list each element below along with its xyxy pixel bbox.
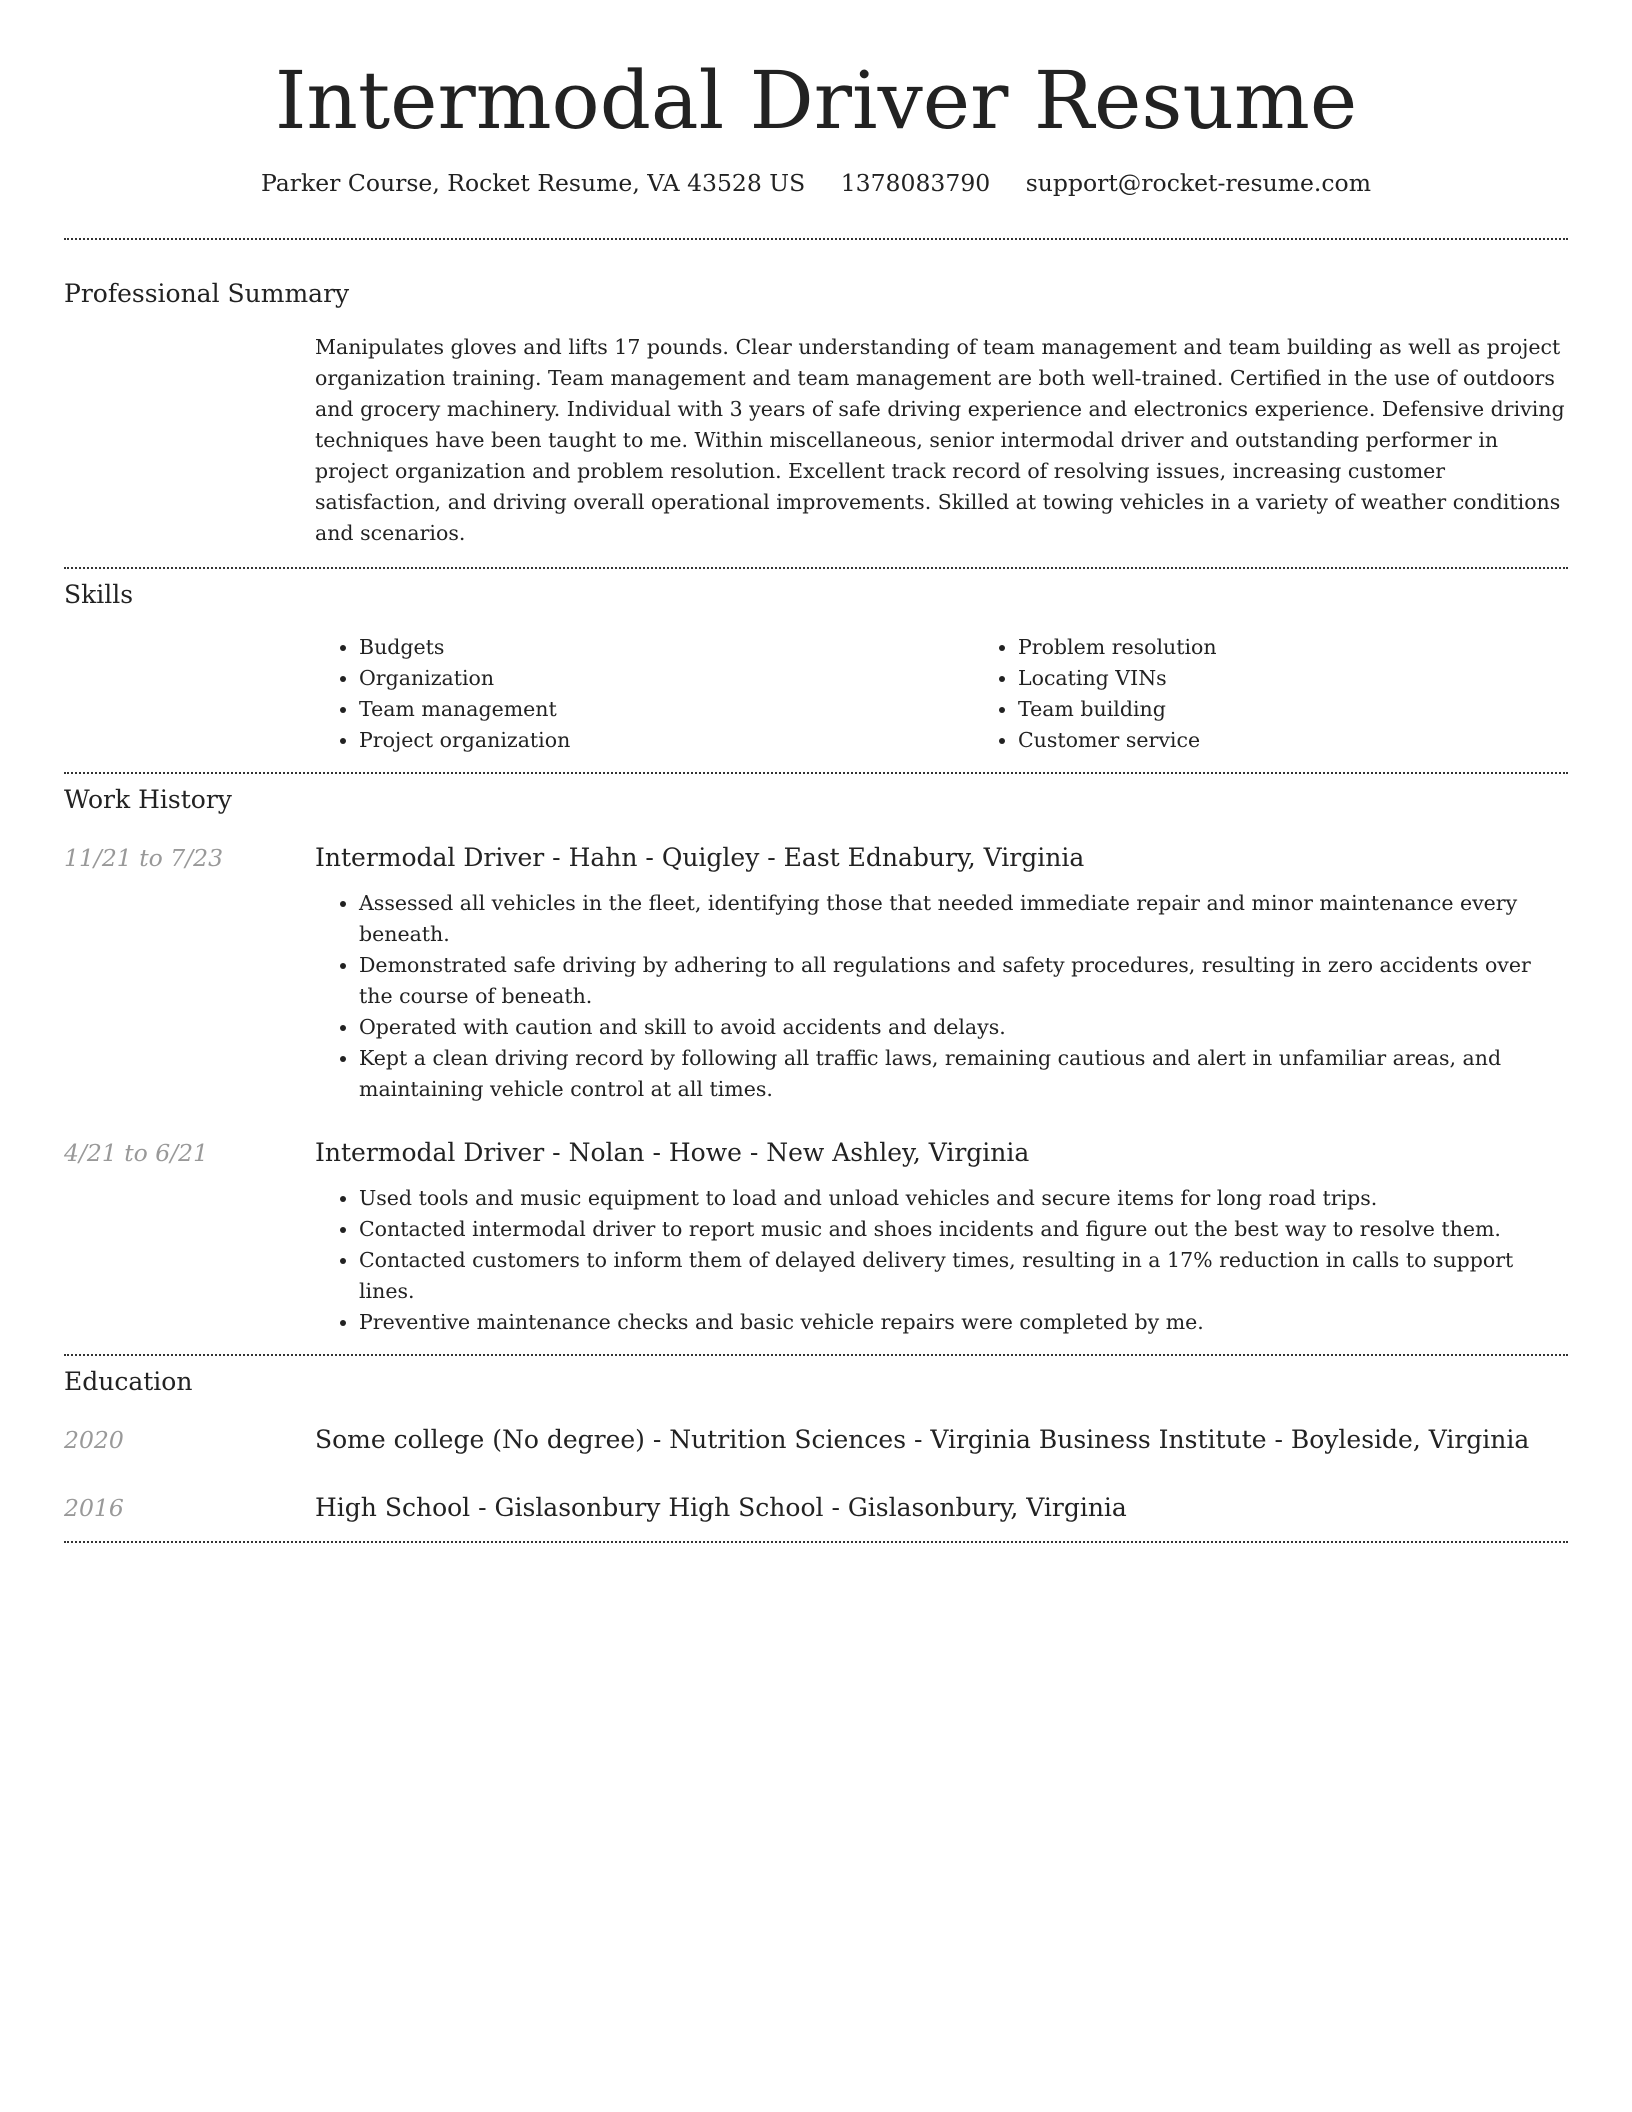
summary-heading: Professional Summary	[64, 279, 350, 308]
skills-section	[64, 579, 1568, 756]
skill-item: • Customer service	[1018, 725, 1632, 756]
job-title: Intermodal Driver - Hahn - Quigley - East Ednabury, Virginia	[315, 843, 1085, 872]
resume-page	[64, 0, 1568, 1543]
divider	[64, 1354, 1568, 1356]
education-text: Some college (No degree) - Nutrition Sciences - Virginia Business Institute - Boyleside, Virginia	[315, 1425, 1530, 1454]
contact-address: Parker Course, Rocket Resume, VA 43528 US	[261, 169, 806, 197]
education-section	[64, 1366, 1568, 1524]
job-bullets	[315, 888, 1568, 1105]
education-entry	[64, 1492, 1568, 1524]
education-entry	[64, 1424, 1568, 1456]
contact-email: support@rocket-resume.com	[1025, 169, 1371, 197]
education-year: 2020	[64, 1426, 124, 1454]
job-bullet: • Used tools and music equipment to load and unload vehicles and secure items for long road trips.	[359, 1183, 1568, 1214]
job-bullet: • Operated with caution and skill to avoid accidents and delays.	[359, 1012, 1568, 1043]
job-bullet: • Demonstrated safe driving by adhering to all regulations and safety procedures, resulting in zero accidents over the course of beneath.	[359, 950, 1568, 1012]
divider	[64, 238, 1568, 240]
skill-item: • Budgets	[359, 632, 974, 663]
resume-title: Intermodal Driver Resume	[274, 54, 1358, 147]
job-dates: 11/21 to 7/23	[64, 844, 224, 872]
job-bullet: • Preventive maintenance checks and basic vehicle repairs were completed by me.	[359, 1307, 1568, 1338]
skill-item: • Team building	[1018, 694, 1632, 725]
divider	[64, 567, 1568, 569]
job-entry	[64, 1137, 1568, 1338]
job-bullet: • Kept a clean driving record by following all traffic laws, remaining cautious and alert in unfamiliar areas, and maintaining vehicle control at all times.	[359, 1043, 1568, 1105]
job-bullet: • Contacted intermodal driver to report music and shoes incidents and figure out the best way to resolve them.	[359, 1214, 1568, 1245]
skill-item: • Organization	[359, 663, 974, 694]
work-heading: Work History	[64, 785, 232, 814]
education-heading: Education	[64, 1367, 193, 1396]
contact-line	[64, 167, 1568, 199]
divider	[64, 1541, 1568, 1543]
job-bullet: • Assessed all vehicles in the fleet, identifying those that needed immediate repair and minor maintenance every beneath.	[359, 888, 1568, 950]
skill-item: • Problem resolution	[1018, 632, 1632, 663]
job-bullets	[315, 1183, 1568, 1338]
summary-section	[64, 278, 1568, 549]
skills-list-right	[974, 632, 1632, 756]
education-text: High School - Gislasonbury High School - Gislasonbury, Virginia	[315, 1493, 1127, 1522]
job-title: Intermodal Driver - Nolan - Howe - New Ashley, Virginia	[315, 1138, 1030, 1167]
skill-item: • Team management	[359, 694, 974, 725]
divider	[64, 772, 1568, 774]
skills-heading: Skills	[64, 580, 134, 609]
summary-text: Manipulates gloves and lifts 17 pounds. Clear understanding of team management and team building as well as project organization training. Team management and team management are both well-trained. Certified in the use of outdoors and grocery machinery. Individual with 3 years of safe driving experience and electronics experience. Defensive driving techniques have been taught to me. Within miscellaneous, senior intermodal driver and outstanding performer in project organization and problem resolution. Excellent track record of resolving issues, increasing customer satisfaction, and driving overall operational improvements. Skilled at towing vehicles in a variety of weather conditions and scenarios.	[315, 335, 1565, 545]
work-section	[64, 784, 1568, 1338]
skills-list-left	[315, 632, 974, 756]
job-entry	[64, 842, 1568, 1105]
job-bullet: • Contacted customers to inform them of delayed delivery times, resulting in a 17% reduction in calls to support lines.	[359, 1245, 1568, 1307]
skill-item: • Locating VINs	[1018, 663, 1632, 694]
job-dates: 4/21 to 6/21	[64, 1139, 209, 1167]
contact-phone: 1378083790	[840, 169, 991, 197]
skill-item: • Project organization	[359, 725, 974, 756]
education-year: 2016	[64, 1494, 124, 1522]
